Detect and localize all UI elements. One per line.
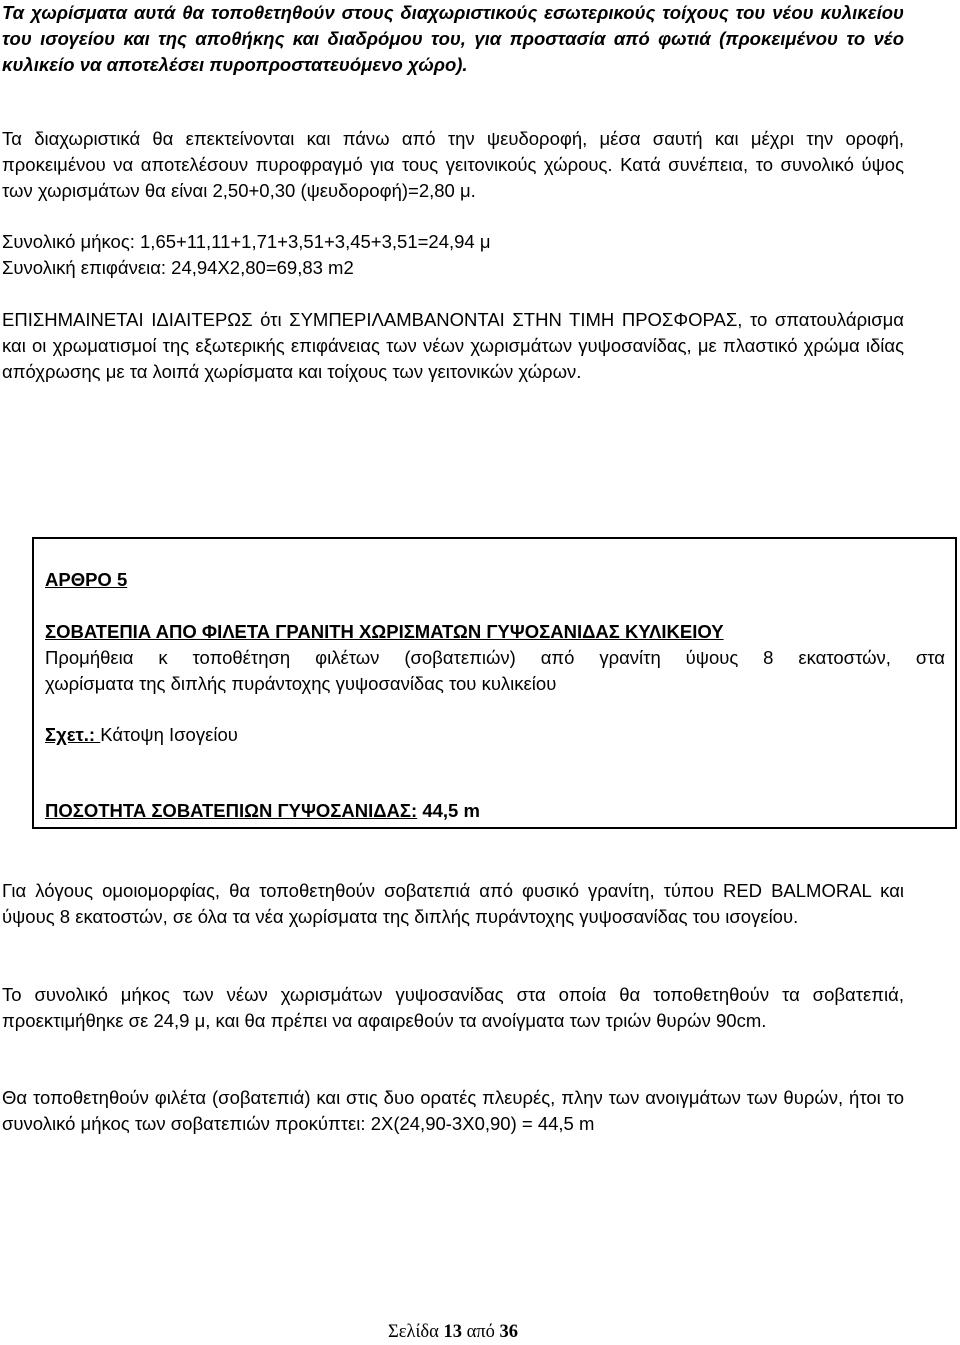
both-sides-paragraph: Θα τοποθετηθούν φιλέτα (σοβατεπιά) και στις δυο ορατές πλευρές, πλην των ανοιγμάτων των θυρών, ήτοι το συνολικό μήκος των σοβατεπιών προκύπτει: 2Χ(24,90-3Χ0,90) = 44,5 m [2,1087,904,1134]
article-box [32,537,957,829]
quantity-value: 44,5 m [417,800,480,821]
quantity-label: ΠΟΣΟΤΗΤΑ ΣΟΒΑΤΕΠΙΩΝ ΓΥΨΟΣΑΝΙΔΑΣ: [45,800,418,821]
footer-total-pages: 36 [499,1322,519,1342]
total-length-line: Συνολικό μήκος: 1,65+11,11+1,71+3,51+3,45+3,51=24,94 μ [2,231,491,252]
intro-paragraph: Τα χωρίσματα αυτά θα τοποθετηθούν στους διαχωριστικούς εσωτερικούς τοίχους του νέου κυλικείου του ισογείου και της αποθήκης και διαδρόμου του, για προστασία από φωτιά (προκειμένου το νέο κυλικείο να αποτελέσει πυροπροστατευόμενο χώρο). [2,2,904,75]
footer-page-number: 13 [443,1322,462,1342]
page-footer [0,1322,906,1343]
footer-middle: από [461,1322,500,1342]
length-paragraph: Το συνολικό μήκος των νέων χωρισμάτων γυψοσανίδας στα οποία θα τοποθετηθούν τα σοβατεπιά, προεκτιμήθηκε σε 24,9 μ, και θα πρέπει να αφαιρεθούν τα ανοίγματα των τριών θυρών 90cm. [2,984,904,1031]
notice-paragraph: ΕΠΙΣΗΜΑΙΝΕΤΑΙ ΙΔΙΑΙΤΕΡΩΣ ότι ΣΥΜΠΕΡΙΛΑΜΒΑΝΟΝΤΑΙ ΣΤΗΝ ΤΙΜΗ ΠΡΟΣΦΟΡΑΣ, το σπατουλάρισμα και οι χρωματισμοί της εξωτερικής επιφάνειας των νέων χωρισμάτων γυψοσανίδας, με πλαστικό χρώμα ιδίας απόχρωσης με τα λοιπά χωρίσματα και τοίχους των γειτονικών χώρων. [2,309,904,382]
article-title: ΣΟΒΑΤΕΠΙΑ ΑΠΟ ΦΙΛΕΤΑ ΓΡΑΝΙΤΗ ΧΩΡΙΣΜΑΤΩΝ ΓΥΨΟΣΑΝΙΔΑΣ ΚΥΛΙΚΕΙΟΥ [45,621,724,642]
total-area-line: Συνολική επιφάνεια: 24,94Χ2,80=69,83 m2 [2,257,354,278]
reference-label: Σχετ.: [45,724,101,745]
footer-prefix: Σελίδα [387,1322,444,1342]
article-heading: ΑΡΘΡΟ 5 [45,569,128,590]
extension-paragraph: Τα διαχωριστικά θα επεκτείνονται και πάνω από την ψευδοροφή, μέσα σαυτή και μέχρι την οροφή, προκειμένου να αποτελέσουν πυροφραγμό για τους γειτονικούς χώρους. Κατά συνέπεια, το συνολικό ύψος των χωρισμάτων θα είναι 2,50+0,30 (ψευδοροφή)=2,80 μ. [2,128,904,201]
article-description-line2: χωρίσματα της διπλής πυράντοχης γυψοσανίδας του κυλικείου [45,673,557,694]
article-reference [45,722,945,748]
article-quantity [45,798,945,824]
uniformity-paragraph: Για λόγους ομοιομορφίας, θα τοποθετηθούν σοβατεπιά από φυσικό γρανίτη, τύπου RED BALMORAL και ύψους 8 εκατοστών, σε όλα τα νέα χωρίσματα της διπλής πυράντοχης γυψοσανίδας του ισογείου. [2,880,904,927]
article-description-line1: Προμήθεια κ τοποθέτηση φιλέτων (σοβατεπιών) από γρανίτη ύψους 8 εκατοστών, στα [45,647,945,668]
reference-value: Κάτοψη Ισογείου [100,724,238,745]
